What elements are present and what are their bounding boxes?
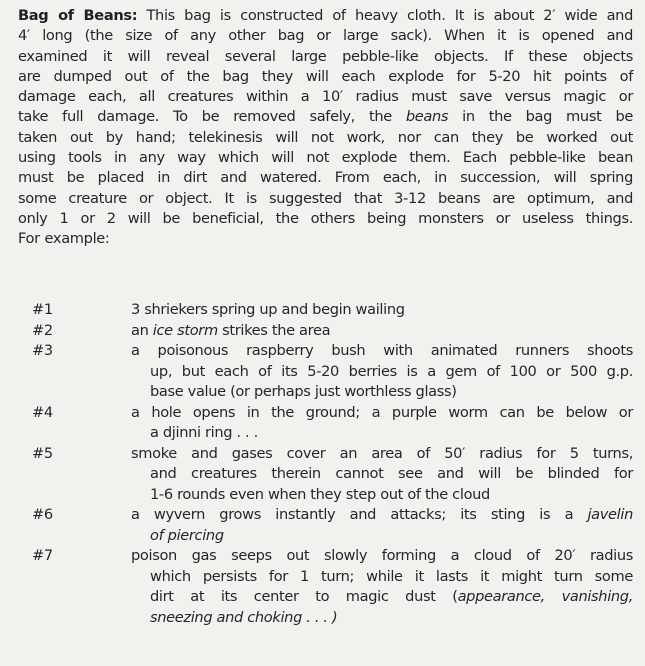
entry-title: Bag of Beans: — [18, 7, 138, 24]
example-description: an ice storm strikes the area — [131, 321, 331, 339]
example-description: a wyvern grows instantly and attacks; its sting is a javelin of piercing — [131, 506, 633, 544]
list-item — [18, 444, 633, 506]
example-number: #1 — [32, 301, 53, 318]
list-item — [18, 505, 633, 546]
intro-paragraph: Bag of Beans: This bag is constructed of heavy cloth. It is about 2′ wide and 4′ long (the size of any other bag or large sack). When it is opened and examined it will reveal several large pebble-like objects. If these objects are dumped out of the bag they will each explode for 5-20 hit points of damage each, all creatures within a 10′ radius must save versus magic or take full damage. To be removed safely, the beans in the bag must be taken out by hand; telekinesis will not work, nor can they be worked out using tools in any way which will not explode them. Each pebble-like bean must be placed in dirt and watered. From each, in succession, will spring some creature or object. It is suggested that 3-12 beans are optimum, and only 1 or 2 will be beneficial, the others being monsters or useless things. For example: — [18, 7, 634, 248]
example-description: poison gas seeps out slowly forming a cloud of 20′ radius which persists for 1 turn; while it lasts it might turn some dirt at its center to magic dust (appearance, vanishing, sneezing and choking . . . ) — [131, 547, 634, 626]
example-description: a hole opens in the ground; a purple worm can be below or a djinni ring . . . — [131, 403, 633, 441]
example-number: #7 — [32, 547, 53, 564]
example-description: 3 shriekers spring up and begin wailing — [131, 301, 405, 318]
example-number: #2 — [32, 321, 53, 339]
list-item — [18, 403, 633, 444]
list-item — [18, 300, 633, 321]
example-description: a poisonous raspberry bush with animated runners shoots up, but each of its 5-20 berries is a gem of 100 or 500 g.p. base value (or perhaps just worthless glass) — [131, 342, 633, 400]
list-item — [18, 341, 633, 403]
list-item — [18, 321, 633, 342]
example-number: #4 — [32, 403, 53, 421]
example-description: smoke and gases cover an area of 50′ radius for 5 turns, and creatures therein cannot see and will be blinded for 1-6 rounds even when they step out of the cloud — [131, 444, 633, 503]
examples-list — [18, 300, 633, 628]
item-description — [18, 6, 633, 250]
list-item — [18, 546, 633, 628]
example-number: #3 — [32, 342, 53, 359]
example-number: #6 — [32, 506, 53, 523]
example-number: #5 — [32, 444, 53, 462]
